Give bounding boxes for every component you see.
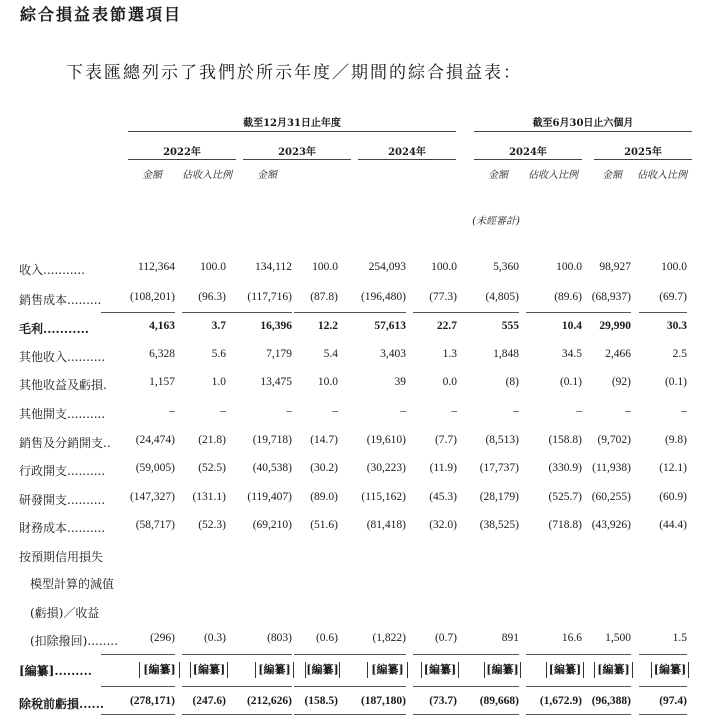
pretax-row-label [19,695,104,712]
table-cell: 100.0 [312,261,338,273]
pretax-label-text: 除稅前虧損 [19,697,80,711]
table-cell: (96.3) [198,291,226,303]
table-cell: 1,848 [493,348,519,360]
row-label [19,491,105,508]
row-label-text: 銷售成本 [19,293,68,307]
rule-before-gross-profit [455,312,519,313]
redacted-cell: [編纂] [421,662,459,678]
subheader-ratio-2025-h1: 佔收入比例 [637,170,687,181]
impairment-label-text: 模型計算的減值 [30,577,115,591]
row-label-text: 研發開支 [19,493,68,507]
row-label-text: 其他開支 [19,407,68,421]
rule-before-pretax [639,686,687,687]
redacted-cell: [編纂] [594,662,633,678]
table-cell: 100.0 [556,261,582,273]
table-cell: 254,093 [368,261,406,273]
table-cell: (40,538) [252,462,292,474]
table-cell: 30.3 [666,320,687,332]
table-cell: (77.3) [429,291,457,303]
table-cell: 7,179 [266,348,292,360]
row-label-text: 銷售及分銷開支 [19,436,104,450]
year-header-2024: 2024年 [388,147,426,158]
table-cell: 6,328 [149,348,175,360]
table-cell: (108,201) [129,291,175,303]
rule-before-pretax [455,686,519,687]
rule-after-pretax [218,714,292,715]
table-cell: (9,702) [597,434,631,446]
intro-text: 下表匯總列示了我們於所示年度／期間的綜合損益表： [66,63,522,83]
table-cell: (24,474) [135,434,175,446]
table-cell: 891 [501,632,519,644]
row-label [19,320,89,337]
table-cell: (30.2) [310,462,338,474]
rule-before-redacted [101,654,175,655]
table-cell: (0.3) [203,632,226,644]
table-cell: 112,364 [138,261,175,273]
table-cell: 34.5 [561,348,582,360]
table-cell: (97.4) [659,695,687,707]
table-cell: 57,613 [374,320,406,332]
row-label-dots: .......... [67,464,106,478]
table-cell: (12.1) [659,462,687,474]
table-cell: (117,716) [247,291,292,303]
table-cell: (38,525) [479,519,519,531]
row-label-dots: ........... [43,263,85,277]
table-cell: 39 [394,376,406,388]
year-group-header: 截至12月31日止年度 [243,118,341,129]
row-label-text: 財務成本 [19,521,68,535]
table-cell: (69.7) [659,291,687,303]
redacted-cell: [編纂] [139,662,180,678]
row-label [19,376,107,393]
table-cell: (525.7) [548,491,582,503]
row-label-dots: . [103,378,107,392]
rule-before-redacted [413,654,457,655]
table-cell: (0.1) [664,376,687,388]
row-label-dots: .......... [67,407,106,421]
redacted-label-text: [編纂] [19,664,55,678]
table-cell: (60,255) [591,491,631,503]
table-cell: (19,610) [366,434,406,446]
impairment-label-text: (虧損)／收益 [30,606,100,620]
redacted-cell: [編纂] [651,662,689,678]
rule-before-gross-profit [101,312,175,313]
table-cell: (96,388) [591,695,631,707]
table-cell: 22.7 [436,320,457,332]
table-cell: 100.0 [661,261,687,273]
rule-before-redacted [455,654,519,655]
rule-after-pretax [455,714,519,715]
table-cell: – [400,405,406,417]
row-label-text: 行政開支 [19,464,68,478]
table-cell: (89,668) [479,695,519,707]
redacted-cell: [編纂] [484,662,521,678]
impairment-label-dots: ........ [87,634,118,648]
table-cell: 29,990 [599,320,631,332]
rule-before-pretax [218,686,292,687]
table-cell: 100.0 [431,261,457,273]
table-cell: (7.7) [434,434,457,446]
year-header-2025-h1: 2025年 [624,147,662,158]
table-cell: (8) [505,376,519,388]
redacted-row-label [19,662,92,679]
table-cell: 1.0 [211,376,226,388]
rule-after-pretax [567,714,631,715]
table-cell: 1,157 [149,376,175,388]
table-cell: (59,005) [135,462,175,474]
table-cell: (44.4) [659,519,687,531]
redacted-cell: [編纂] [255,662,294,678]
table-cell: (9.8) [664,434,687,446]
subheader-amount-2025-h1: 金額 [602,170,622,181]
table-cell: (69,210) [252,519,292,531]
table-cell: (0.1) [559,376,582,388]
rule-before-gross-profit [218,312,292,313]
table-cell: 16,396 [260,320,292,332]
table-cell: (52.5) [198,462,226,474]
row-label-text: 其他收益及虧損 [19,378,104,392]
rule-before-redacted [567,654,631,655]
impairment-label-text: (扣除撥回) [30,634,88,648]
row-label [19,348,105,365]
subheader-ratio-2022: 佔收入比例 [182,170,232,181]
year-group-rule [128,131,456,132]
table-cell: (247.6) [192,695,226,707]
table-cell: (119,407) [247,491,292,503]
table-cell: (89.0) [310,491,338,503]
year-rule-2024 [358,159,456,160]
table-cell: 5.6 [211,348,226,360]
table-cell: (58,717) [135,519,175,531]
table-cell: – [286,405,292,417]
table-cell: (68,937) [591,291,631,303]
table-cell: (92) [611,376,631,388]
table-cell: (1,672.9) [539,695,582,707]
table-cell: 10.0 [317,376,338,388]
table-cell: (28,179) [479,491,519,503]
impairment-label-line [30,575,114,592]
rule-after-pretax [101,714,175,715]
table-cell: 100.0 [200,261,226,273]
row-label-dots: ......... [67,293,102,307]
table-cell: 10.4 [561,320,582,332]
table-cell: 5,360 [493,261,519,273]
redacted-cell: [編纂] [546,662,584,678]
row-label-dots: .......... [67,493,106,507]
rule-before-gross-profit [413,312,457,313]
table-cell: (278,171) [129,695,175,707]
redacted-cell: [編纂] [306,663,339,676]
section-title: 綜合損益表節選項目 [20,5,183,24]
redacted-label-dots: ......... [54,664,92,678]
rule-before-redacted [639,654,687,655]
six-month-group-rule [474,131,692,132]
table-cell: – [169,405,175,417]
table-cell: (8,513) [485,434,519,446]
table-cell: (1,822) [372,632,406,644]
table-cell: (158.5) [304,695,338,707]
table-cell: (330.9) [548,462,582,474]
table-cell: (21.8) [198,434,226,446]
table-cell: (14.7) [310,434,338,446]
table-cell: 12.2 [317,320,338,332]
table-cell: (81,418) [366,519,406,531]
table-cell: (212,626) [246,695,292,707]
table-cell: (196,480) [360,291,406,303]
year-rule-2025-h1 [594,159,692,160]
subheader-amount-2024-h1: 金額 [488,170,508,181]
rule-before-pretax [413,686,457,687]
rule-before-redacted [332,654,406,655]
table-cell: 555 [501,320,519,332]
year-header-2024-h1: 2024年 [509,147,547,158]
rule-before-pretax [567,686,631,687]
table-cell: (89.6) [554,291,582,303]
table-cell: 1.3 [442,348,457,360]
rule-before-gross-profit [332,312,406,313]
rule-before-pretax [101,686,175,687]
table-cell: (19,718) [252,434,292,446]
rule-after-pretax [332,714,406,715]
table-cell: (187,180) [360,695,406,707]
table-cell: (43,926) [591,519,631,531]
table-cell: (73.7) [429,695,457,707]
table-cell: (803) [267,632,292,644]
year-header-2022: 2022年 [163,147,201,158]
table-cell: (87.8) [310,291,338,303]
row-label-text: 收入 [19,263,44,277]
row-label [19,462,105,479]
table-cell: 98,927 [599,261,631,273]
table-cell: (296) [150,632,175,644]
table-cell: 13,475 [260,376,292,388]
table-cell: (32.0) [429,519,457,531]
row-label [19,405,105,422]
table-cell: 2,466 [605,348,631,360]
row-label [19,519,105,536]
table-cell: 1,500 [605,632,631,644]
table-cell: (0.7) [434,632,457,644]
pretax-label-dots: ...... [79,697,105,711]
impairment-label-text: 按預期信用損失 [19,550,104,564]
rule-before-redacted [218,654,292,655]
table-cell: (158.8) [548,434,582,446]
table-cell: 134,112 [255,261,292,273]
table-cell: (0.6) [315,632,338,644]
row-label-dots: ........... [43,322,89,336]
table-cell: – [576,405,582,417]
impairment-label-line [19,548,103,565]
year-rule-2024-h1 [474,159,582,160]
row-label-text: 其他收入 [19,350,68,364]
subheader-ratio-2024-h1: 佔收入比例 [528,170,578,181]
table-cell: – [513,405,519,417]
table-cell: (60.9) [659,491,687,503]
year-rule-2023 [243,159,351,160]
table-cell: (115,162) [361,491,406,503]
table-cell: – [681,405,687,417]
table-cell: (131.1) [192,491,226,503]
unaudited-note: (未經審計) [472,216,520,227]
table-cell: (11.9) [429,462,457,474]
table-cell: 16.6 [561,632,582,644]
table-cell: – [220,405,226,417]
row-label-dots: .. [103,436,111,450]
table-cell: – [625,405,631,417]
rule-before-pretax [332,686,406,687]
row-label-dots: .......... [67,350,106,364]
table-cell: (718.8) [548,519,582,531]
year-header-2023: 2023年 [278,147,316,158]
table-cell: (147,327) [129,491,175,503]
table-cell: 3,403 [380,348,406,360]
redacted-cell: [編纂] [367,662,408,678]
row-label [19,291,101,308]
subheader-amount-2022: 金額 [142,170,162,181]
table-cell: – [451,405,457,417]
table-cell: (11,938) [592,462,631,474]
table-cell: 0.0 [442,376,457,388]
rule-before-gross-profit [567,312,631,313]
row-label [19,261,85,278]
table-cell: (4,805) [485,291,519,303]
row-label-text: 毛利 [19,322,44,336]
year-rule-2022 [128,159,236,160]
rule-after-pretax [413,714,457,715]
table-cell: 1.5 [672,632,687,644]
table-cell: 5.4 [323,348,338,360]
table-cell: – [332,405,338,417]
subheader-amount-2023: 金額 [257,170,277,181]
table-cell: (17,737) [479,462,519,474]
table-cell: (52.3) [198,519,226,531]
table-cell: 3.7 [211,320,226,332]
table-cell: (30,223) [366,462,406,474]
impairment-label-line [30,604,99,621]
redacted-cell: [編纂] [190,662,228,678]
table-cell: 4,163 [149,320,175,332]
table-cell: (51.6) [310,519,338,531]
rule-after-pretax [639,714,687,715]
table-cell: (45.3) [429,491,457,503]
six-month-group-header: 截至6月30日止六個月 [532,118,634,129]
row-label-dots: .......... [67,521,106,535]
table-cell: 2.5 [672,348,687,360]
rule-before-gross-profit [639,312,687,313]
